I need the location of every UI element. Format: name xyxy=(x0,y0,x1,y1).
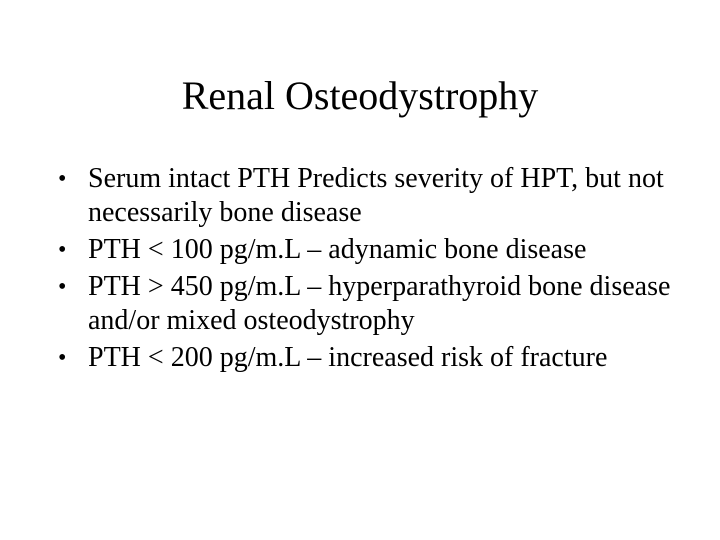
bullet-item-4 xyxy=(58,341,678,375)
bullet-marker-icon: • xyxy=(58,166,67,192)
bullet-text-2: PTH < 100 pg/m.L – adynamic bone disease xyxy=(88,234,587,265)
bullet-marker-icon: • xyxy=(58,345,67,371)
bullet-text-4: PTH < 200 pg/m.L – increased risk of fracture xyxy=(88,342,608,373)
bullet-item-3 xyxy=(58,270,678,338)
bullet-list xyxy=(58,162,678,378)
bullet-item-2 xyxy=(58,233,678,267)
bullet-marker-icon: • xyxy=(58,237,67,263)
bullet-item-1 xyxy=(58,162,678,230)
bullet-text-3: PTH > 450 pg/m.L – hyperparathyroid bone disease and/or mixed osteodystrophy xyxy=(88,271,671,336)
slide-title: Renal Osteodystrophy xyxy=(181,73,539,118)
bullet-marker-icon: • xyxy=(58,274,67,300)
bullet-text-1: Serum intact PTH Predicts severity of HPT, but not necessarily bone disease xyxy=(88,163,664,228)
